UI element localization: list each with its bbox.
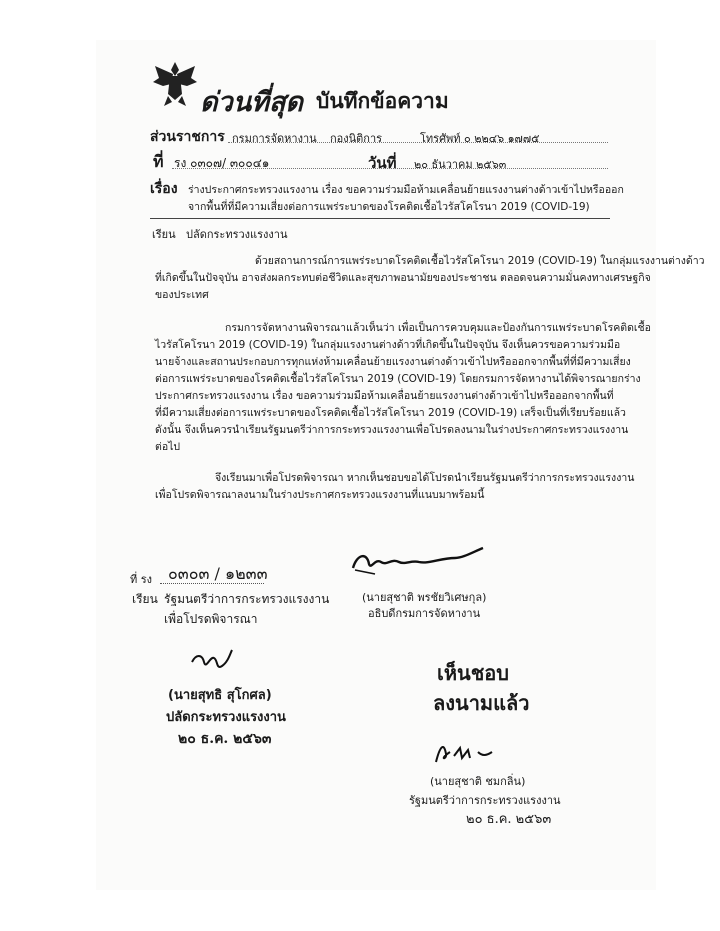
division-value: กองนิติการ (330, 132, 383, 145)
paragraph-line: ดังนั้น จึงเห็นควรนำเรียนรัฐมนตรีว่าการกระทรวงแรงงานเพื่อโปรดลงนามในร่างประกาศกระทรวงแรงงาน (155, 424, 629, 436)
permanent-secretary-signature-icon (188, 648, 238, 678)
subject-line-2: จากพื้นที่ที่มีความเสี่ยงต่อการแพร่ระบาดของโรคติดเชื้อไวรัสโคโรนา 2019 (COVID-19) (188, 201, 590, 213)
approval-stamp-line-1: เห็นชอบ (437, 661, 509, 685)
body-paragraph-2 (155, 320, 651, 456)
paragraph-line: ไวรัสโคโรนา 2019 (COVID-19) ในกลุ่มแรงงานต่างด้าวที่เกิดขึ้นในปัจจุบัน จึงเห็นควรขอความร่วมมือ (155, 339, 621, 351)
director-signature-icon (345, 540, 490, 580)
date-value: ๒๐ ธันวาคม ๒๕๖๓ (414, 158, 507, 171)
paragraph-line: ของประเทศ (155, 289, 209, 301)
paragraph-line: กรมการจัดหางานพิจารณาแล้วเห็นว่า เพื่อเป็นการควบคุมและป้องกันการแพร่ระบาดโรคติดเชื้อ (225, 322, 651, 334)
paragraph-line: ต่อการแพร่ระบาดของโรคติดเชื้อไวรัสโคโรนา 2019 (COVID-19) โดยกรมการจัดหางานได้พิจารณายกร่าง (155, 373, 641, 385)
ref-label: ที่ (153, 152, 164, 171)
endorsement-to-value: รัฐมนตรีว่าการกระทรวงแรงงาน (164, 592, 330, 606)
paragraph-line: จึงเรียนมาเพื่อโปรดพิจารณา หากเห็นชอบขอได้โปรดนำเรียนรัฐมนตรีว่าการกระทรวงแรงงาน (215, 472, 635, 484)
perm-sec-name: (นายสุทธิ สุโกศล) (168, 688, 272, 703)
phone-value: โทรศัพท์ ๐ ๒๒๔๖ ๑๗๗๕ (420, 132, 540, 145)
agency-label: ส่วนราชการ (150, 129, 225, 145)
garuda-emblem-icon (152, 58, 198, 108)
recipient-value: ปลัดกระทรวงแรงงาน (186, 228, 288, 241)
paragraph-line: ที่เกิดขึ้นในปัจจุบัน อาจส่งผลกระทบต่อชีวิตและสุขภาพอนามัยของประชาชน ตลอดจนความมั่นคงทางเศรษฐกิจ (155, 272, 651, 284)
urgency-label: ด่วนที่สุด (200, 87, 303, 118)
director-title: อธิบดีกรมการจัดหางาน (368, 607, 481, 620)
document-type: บันทึกข้อความ (316, 89, 449, 113)
agency-value: กรมการจัดหางาน (232, 132, 317, 145)
body-paragraph-1 (155, 253, 705, 304)
subject-line-1: ร่างประกาศกระทรวงแรงงาน เรื่อง ขอความร่วมมือห้ามเคลื่อนย้ายแรงงานต่างด้าวเข้าไปหรือออก (188, 184, 624, 196)
minister-signature-icon (430, 738, 500, 768)
minister-title: รัฐมนตรีว่าการกระทรวงแรงงาน (409, 794, 561, 807)
endorsement-purpose: เพื่อโปรดพิจารณา (164, 612, 258, 626)
perm-sec-date: ๒๐ ธ.ค. ๒๕๖๓ (178, 731, 272, 747)
subject-label: เรื่อง (150, 181, 178, 197)
minister-date: ๒๐ ธ.ค. ๒๕๖๓ (466, 812, 552, 827)
endorsement-to-label: เรียน (132, 592, 158, 606)
body-paragraph-3 (155, 470, 634, 504)
subject-rule (150, 218, 610, 219)
paragraph-line: ที่มีความเสี่ยงต่อการแพร่ระบาดของโรคติดเชื้อไวรัสโคโรนา 2019 (COVID-19) เสร็จเป็นที่เรียบร้อยแล้ว (155, 407, 626, 419)
paragraph-line: ต่อไป (155, 441, 181, 453)
minister-name: (นายสุชาติ ชมกลิ่น) (430, 775, 526, 788)
director-name: (นายสุชาติ พรชัยวิเศษกุล) (362, 591, 487, 604)
endorsement-ref-label: ที่ รง (130, 573, 153, 586)
perm-sec-title: ปลัดกระทรวงแรงงาน (166, 710, 286, 725)
endorsement-ref-underline (160, 583, 264, 584)
recipient-label: เรียน (152, 228, 176, 241)
paragraph-line: นายจ้างและสถานประกอบการทุกแห่งห้ามเคลื่อนย้ายแรงงานต่างด้าวเข้าไปหรือออกจากพื้นที่ที่มีความเสี่ยง (155, 356, 631, 368)
ref-value: รง ๐๓๐๗/ ๓๐๐๔๑ (174, 156, 270, 170)
approval-stamp-line-2: ลงนามแล้ว (433, 691, 530, 715)
paragraph-line: ด้วยสถานการณ์การแพร่ระบาดโรคติดเชื้อไวรัสโคโรนา 2019 (COVID-19) ในกลุ่มแรงงานต่างด้าว (255, 255, 705, 267)
paragraph-line: เพื่อโปรดพิจารณาลงนามในร่างประกาศกระทรวงแรงงานที่แนบมาพร้อมนี้ (155, 489, 485, 501)
endorsement-ref-value: ๐๓๐๓ / ๑๒๓๓ (168, 564, 268, 583)
paragraph-line: ประกาศกระทรวงแรงงาน เรื่อง ขอความร่วมมือห้ามเคลื่อนย้ายแรงงานต่างด้าวเข้าไปหรือออกจากพื้นที่ (155, 390, 614, 402)
ref-underline (172, 168, 608, 169)
agency-underline (228, 142, 608, 143)
date-label: วันที่ (368, 154, 397, 172)
